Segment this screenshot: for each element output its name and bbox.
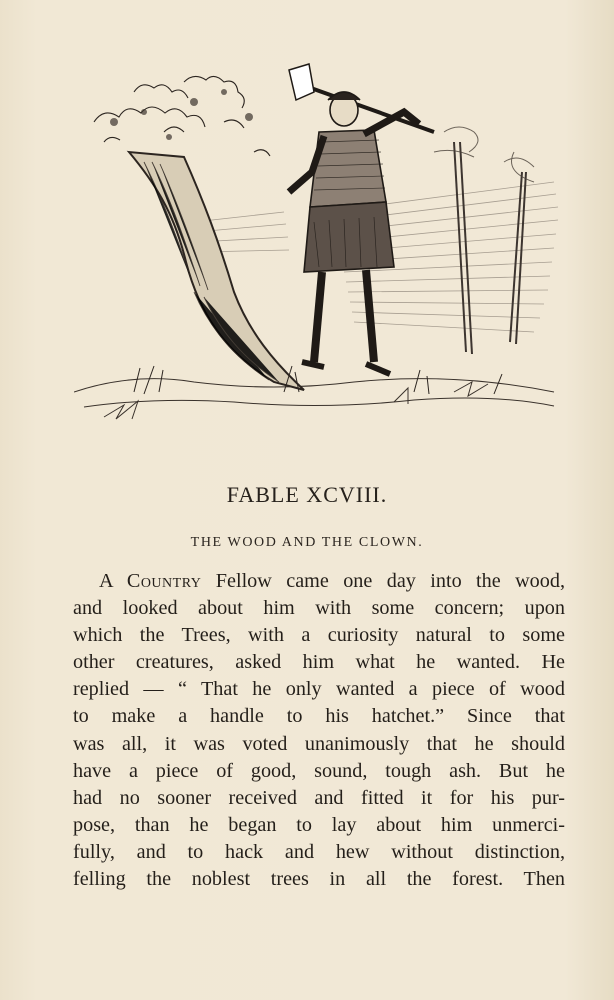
body-line-1 — [73, 568, 565, 595]
drop-word: A — [99, 570, 113, 592]
body-line-10: pose, than he began to lay about him unmerci- — [73, 813, 565, 836]
fable-body — [73, 568, 565, 893]
woodcutter-engraving — [74, 62, 560, 428]
body-line-6: to make a handle to his hatchet.” Since that — [73, 705, 565, 728]
body-line-8: have a piece of good, sound, tough ash. But he — [73, 759, 565, 782]
body-line-7: was all, it was voted unanimously that he should — [73, 732, 565, 755]
fable-title: FABLE XCVIII. — [226, 482, 388, 507]
body-line-12: felling the noblest trees in all the forest. Then — [73, 868, 565, 891]
body-line-9: had no sooner received and fitted it for his pur- — [73, 786, 565, 809]
body-line-4: other creatures, asked him what he wanted. He — [73, 651, 565, 674]
small-caps-word: Country — [126, 570, 202, 592]
body-line-3: which the Trees, with a curiosity natural to some — [73, 624, 565, 647]
fable-subtitle: THE WOOD AND THE CLOWN. — [190, 535, 424, 550]
body-line-2: and looked about him with some concern; upon — [73, 597, 565, 620]
body-line-5: replied — “ That he only wanted a piece of wood — [73, 678, 565, 701]
body-line-11: fully, and to hack and hew without distinction, — [73, 840, 565, 863]
body-line-1-rest: Fellow came one day into the wood, — [201, 570, 566, 592]
